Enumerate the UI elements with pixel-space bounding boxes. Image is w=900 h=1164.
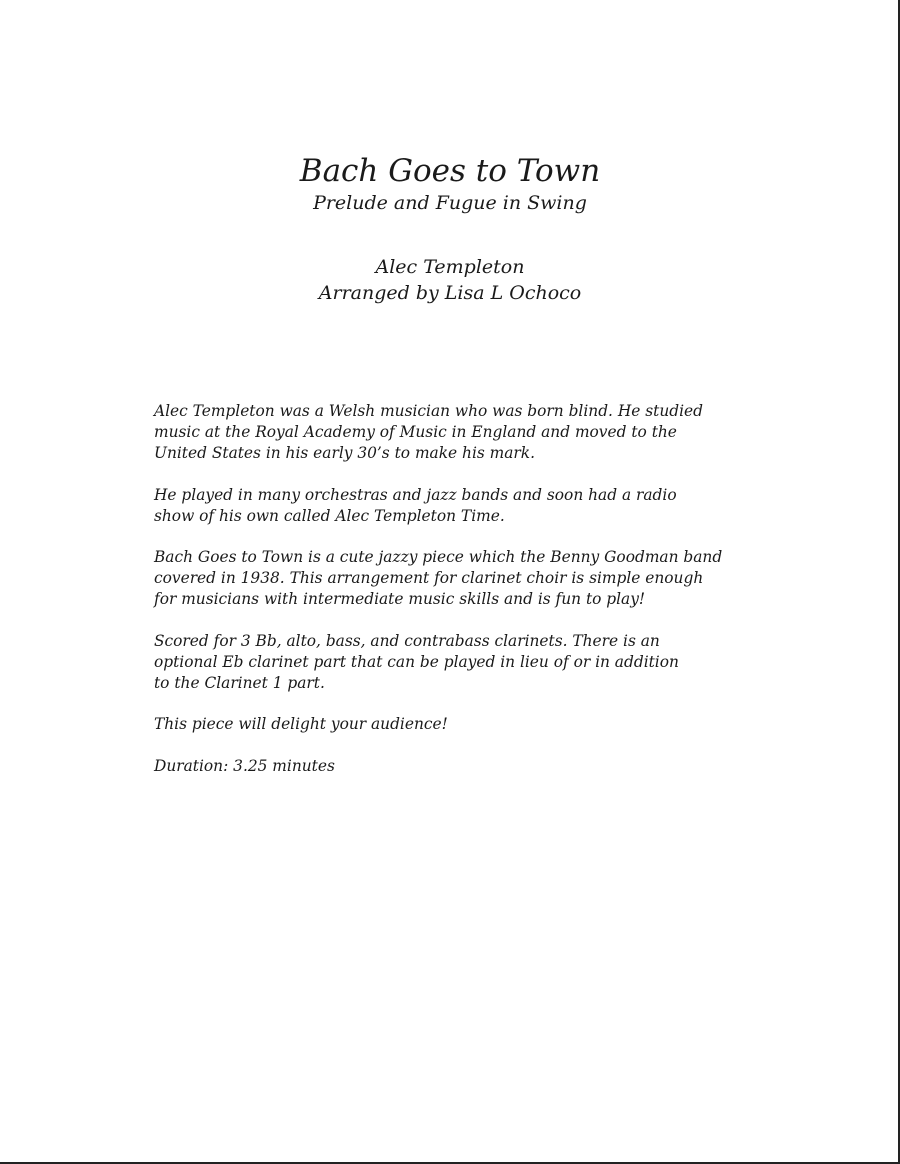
paragraph-duration: Duration: 3.25 minutes [154,756,335,775]
paragraph-career: He played in many orchestras and jazz bands and soon had a radio show of his own called Alec Templeton Time. [154,485,677,525]
composer-name: Alec Templeton [375,256,525,278]
credits-block [0,254,900,306]
paragraph-piece-info: Bach Goes to Town is a cute jazzy piece which the Benny Goodman band covered in 1938. This arrangement for clarinet choir is simple enough for musicians with intermediate music skills and is fun to play! [154,548,723,608]
paragraph-biography: Alec Templeton was a Welsh musician who was born blind. He studied music at the Royal Academy of Music in England and moved to the United States in his early 30’s to make his mark. [154,402,703,462]
description-body [154,401,814,797]
paragraph-scoring: Scored for 3 Bb, alto, bass, and contrabass clarinets. There is an optional Eb clarinet part that can be played in lieu of or in addition to the Clarinet 1 part. [154,631,679,692]
page-title: Bach Goes to Town [299,153,601,189]
page-subtitle: Prelude and Fugue in Swing [313,192,587,214]
arranger-credit: Arranged by Lisa L Ochoco [318,282,582,304]
paragraph-closing: This piece will delight your audience! [154,715,448,733]
title-block [0,152,900,216]
